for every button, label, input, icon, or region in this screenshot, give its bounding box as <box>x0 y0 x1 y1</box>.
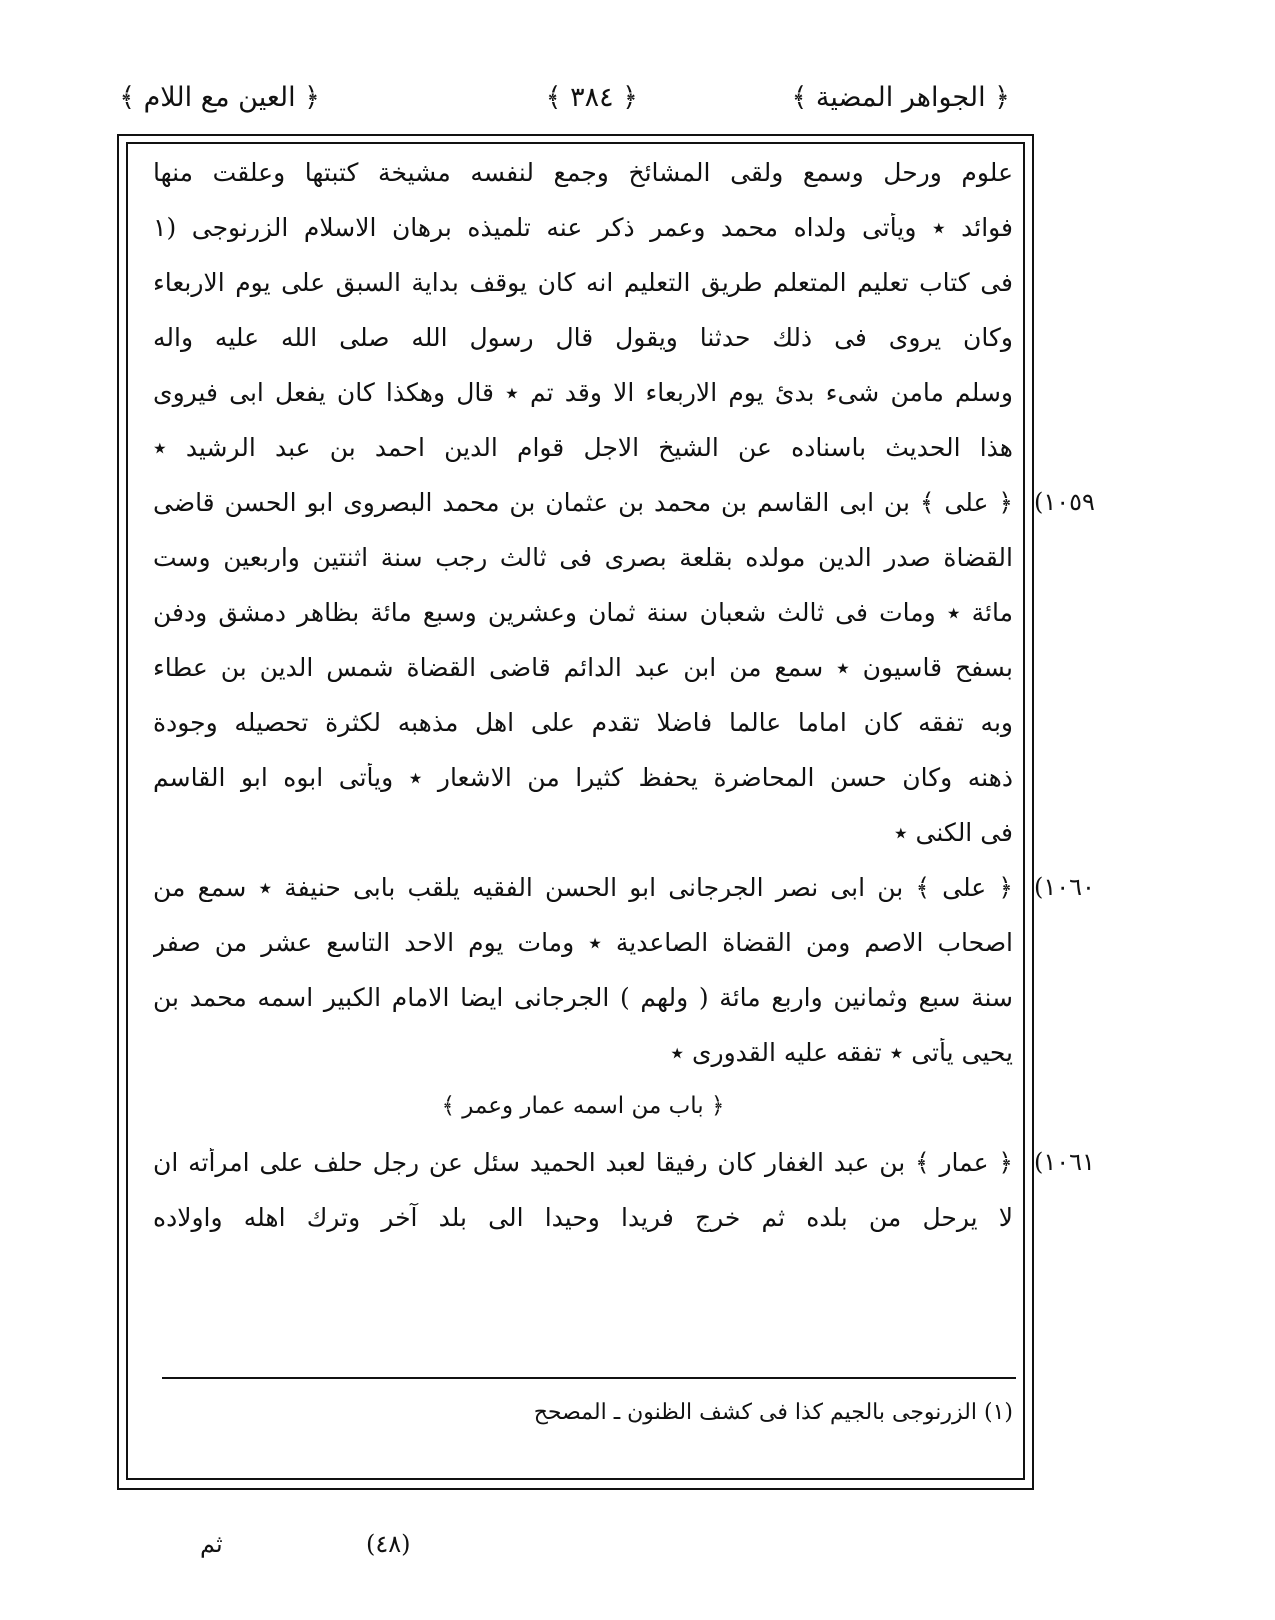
text-line: لا يرحل من بلده ثم خرج فريدا وحيدا الى بلد آخر وترك اهله واولاده <box>153 1203 1013 1232</box>
text-line: فوائد ٭ ويأتى ولداه محمد وعمر ذكر عنه تلميذه برهان الاسلام الزرنوجى (١ <box>153 213 1013 242</box>
text-line: القضاة صدر الدين مولده بقلعة بصرى فى ثالث رجب سنة اثنتين واربعين وست <box>153 543 1013 572</box>
text-line: مائة ٭ ومات فى ثالث شعبان سنة ثمان وعشرين وسبع مائة بظاهر دمشق ودفن <box>153 598 1013 627</box>
footnote: (١) الزرنوجى بالجيم كذا فى كشف الظنون ـ المصحح <box>533 1400 1013 1425</box>
text-line: وبه تفقه كان اماما عالما فاضلا تقدم على اهل مذهبه لكثرة تحصيله وجودة <box>153 708 1013 737</box>
text-line: هذا الحديث باسناده عن الشيخ الاجل قوام الدين احمد بن عبد الرشيد ٭ <box>153 433 1013 462</box>
entry-number: (١٠٦٠ <box>1034 873 1095 901</box>
text-line: وسلم مامن شىء بدئ يوم الاربعاء الا وقد تم ٭ قال وهكذا كان يفعل ابى فيروى <box>153 378 1013 407</box>
text-line: ذهنه وكان حسن المحاضرة يحفظ كثيرا من الاشعار ٭ ويأتى ابوه ابو القاسم <box>153 763 1013 792</box>
text-line: وكان يروى فى ذلك حدثنا ويقول قال رسول الله صلى الله عليه واله <box>153 323 1013 352</box>
text-line: يحيى يأتى ٭ تفقه عليه القدورى ٭ <box>670 1038 1013 1067</box>
chapter-heading: ﴿ باب من اسمه عمار وعمر ﴾ <box>441 1093 725 1119</box>
footnote-rule <box>162 1377 1016 1379</box>
catchword: ثم <box>200 1530 223 1558</box>
page-number: ﴿ ٣٨٤ ﴾ <box>545 82 638 113</box>
running-header <box>119 82 1010 122</box>
entry-heading-line: ﴿ على ﴾ بن ابى القاسم بن محمد بن عثمان بن محمد البصروى ابو الحسن قاضى <box>153 488 1013 517</box>
text-line: بسفح قاسيون ٭ سمع من ابن عبد الدائم قاضى القضاة شمس الدين بن عطاء <box>153 653 1013 682</box>
text-line: اصحاب الاصم ومن القضاة الصاعدية ٭ ومات يوم الاحد التاسع عشر من صفر <box>153 928 1013 957</box>
text-line: علوم ورحل وسمع ولقى المشائخ وجمع لنفسه مشيخة كتبتها وعلقت منها <box>153 158 1013 187</box>
text-line: سنة سبع وثمانين واربع مائة ( ولهم ) الجرجانى ايضا الامام الكبير اسمه محمد بن <box>153 983 1013 1012</box>
signature-mark: (٤٨) <box>366 1530 411 1558</box>
section-title: ﴿ العين مع اللام ﴾ <box>119 82 320 113</box>
entry-number: (١٠٦١ <box>1034 1148 1095 1176</box>
text-line: فى الكنى ٭ <box>893 818 1013 847</box>
text-line: فى كتاب تعليم المتعلم طريق التعليم انه كان يوقف بداية السبق على يوم الاربعاء <box>153 268 1013 297</box>
book-title: ﴿ الجواهر المضية ﴾ <box>791 82 1010 113</box>
entry-number: (١٠٥٩ <box>1034 488 1095 516</box>
entry-heading-line: ﴿ عمار ﴾ بن عبد الغفار كان رفيقا لعبد الحميد سئل عن رجل حلف على امرأته ان <box>153 1148 1013 1177</box>
entry-heading-line: ﴿ على ﴾ بن ابى نصر الجرجانى ابو الحسن الفقيه يلقب بابى حنيفة ٭ سمع من <box>153 873 1013 902</box>
